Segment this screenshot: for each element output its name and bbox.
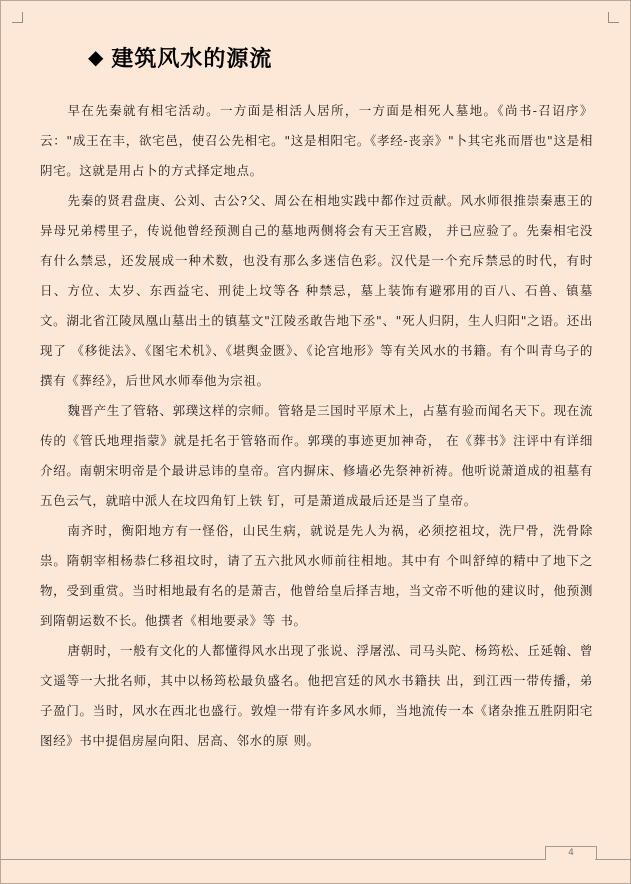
diamond-bullet-icon: ◆ <box>88 45 104 69</box>
crop-mark-top-right <box>608 12 619 23</box>
paragraph-2: 先秦的贤君盘庚、公刘、古公?父、周公在相地实践中都作过贡献。风水师很推崇秦惠王的异母兄弟樗里子，传说他曾经预测自己的墓地两侧将会有天王宫殿， 并已应验了。先秦相宅没有什么禁忌，还发展成一种术数，也没有那么多迷信色彩。汉代是一个充斥禁忌的时代，有时日、方位、太岁、东西益宅、刑徒上坟等各 种禁忌，墓上装饰有避邪用的百八、石兽、镇墓文。湖北省江陵凤凰山墓出土的镇墓文"江陵丞敢告地下丞"、"死人归阴，生人归阳"之语。还出现了 《移徙法》、《图宅术机》、《堪舆金匮》、《论宫地形》等有关风水的书籍。有个叫青乌子的撰有《葬经》，后世风水师奉他为宗祖。 <box>40 193 593 388</box>
crop-mark-top-left <box>12 12 23 23</box>
paragraph-5: 唐朝时，一般有文化的人都懂得风水出现了张说、浮屠泓、司马头陀、杨筠松、丘延翰、曾文遥等一大批名师，其中以杨筠松最负盛名。他把宫廷的风水书籍扶 出，到江西一带传播，弟子盈门。当时，风水在西北也盛行。敦煌一带有许多风水师，当地流传一本《诸杂推五胜阴阳宅图经》书中提倡房屋向阳、居高、邻水的原 则。 <box>40 643 593 748</box>
paragraph-1: 早在先秦就有相宅活动。一方面是相活人居所，一方面是相死人墓地。《尚书-召诏序》云："成王在丰，欲宅邑，使召公先相宅。"这是相阳宅。《孝经-丧亲》"卜其宅兆而厝也"这是相阴宅。这就是用占卜的方式择定地点。 <box>40 103 593 178</box>
section-title: 建筑风水的源流 <box>111 46 273 72</box>
paragraph-4: 南齐时，衡阳地方有一怪俗，山民生病，就说是先人为祸，必须挖祖坟，洗尸骨，洗骨除祟。隋朝宰相杨恭仁移祖坟时，请了五六批风水师前往相地。其中有 个叫舒绰的精中了地下之物，受到重赏。当时相地最有名的是萧吉，他曾给皇后择吉地，当文帝不听他的建议时，他预测到隋朝运数不长。他撰者《相地要录》等 书。 <box>40 523 593 628</box>
footer-rule <box>0 859 545 860</box>
body-text <box>40 96 593 756</box>
footer-rule-right <box>595 859 631 860</box>
page-number: 4 <box>545 846 597 860</box>
paragraph-3: 魏晋产生了管辂、郭璞这样的宗师。管辂是三国时平原术上，占墓有验而闻名天下。现在流传的《管氏地理指蒙》就是托名于管辂而作。郭璞的事迹更加神奇， 在《葬书》注评中有详细介绍。南朝宋明帝是个最讲忌讳的皇帝。宫内摒床、修墙必先祭神祈祷。他听说萧道成的祖墓有五色云气，就暗中派人在坟四角钉上铁 钉，可是萧道成最后还是当了皇帝。 <box>40 403 593 508</box>
section-heading <box>88 40 272 74</box>
